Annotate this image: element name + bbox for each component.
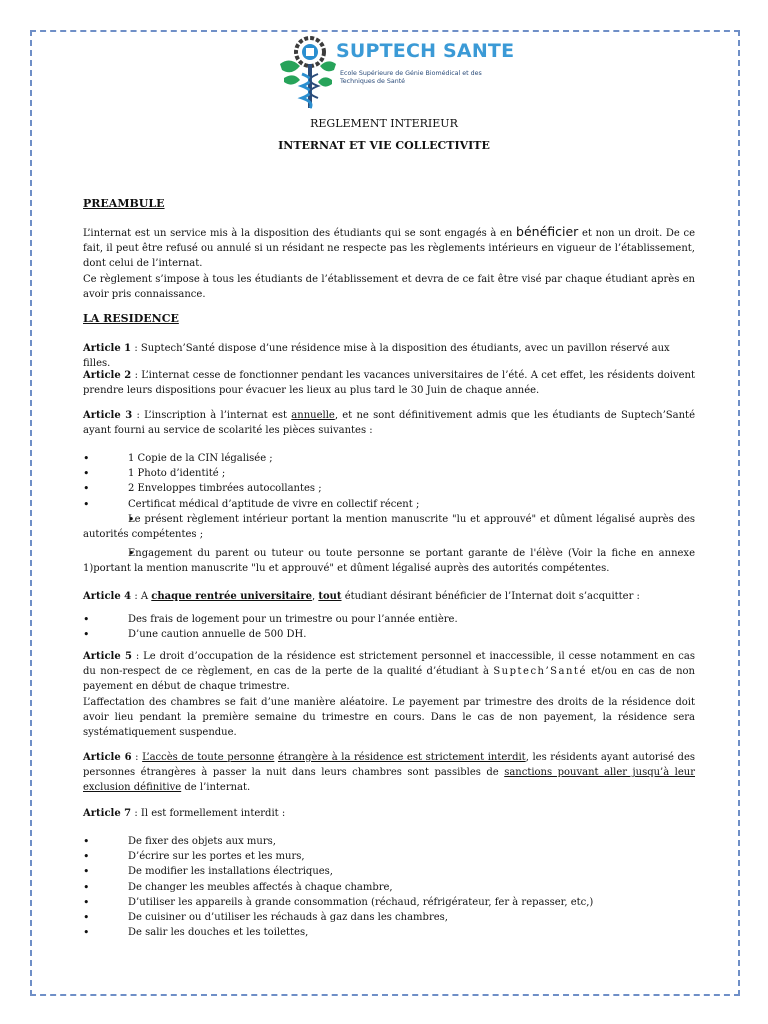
list-item: • Engagement du parent ou tuteur ou toute personne se portant garante de l'élève (Voir la fiche en annexe 1)portant la mention manuscrite "lu et approuvé" et dûment légalisé auprès des autorités compétentes. (83, 546, 695, 576)
list-item: • 2 Enveloppes timbrées autocollantes ; (83, 481, 695, 496)
article-5-paragraph-2: L’affectation des chambres se fait d’une manière aléatoire. Le payement par trimestre des droits de la résidence doit avoir lieu pendant la première semaine du trimestre en cours. Dans le cas de non payement, la résidence sera systématiquement suspendue. (83, 697, 695, 739)
list-item: • De modifier les installations électriques, (83, 864, 695, 879)
preambule-paragraph-2: Ce règlement s’impose à tous les étudiants de l’établissement et devra de ce fait être visé par chaque étudiant après en avoir pris connaissance. (83, 274, 695, 301)
list-item: • Certificat médical d’aptitude de vivre en collectif récent ; (83, 497, 695, 512)
list-item: • De salir les douches et les toilettes, (83, 925, 695, 940)
article-2: Article 2 : L’internat cesse de fonctionner pendant les vacances universitaires de l’été. A cet effet, les résidents doivent prendre leurs dispositions pour évacuer les lieux au plus tard le 30 Juin de chaque année. (83, 370, 695, 397)
list-item: • Des frais de logement pour un trimestre ou pour l’année entière. (83, 612, 695, 627)
article-4-list (83, 612, 695, 642)
logo-name: SUPTECH SANTE (336, 40, 515, 62)
list-item: • D’utiliser les appareils à grande consommation (réchaud, réfrigérateur, fer à repasser, etc,) (83, 895, 695, 910)
document-subtitle: INTERNAT ET VIE COLLECTIVITE (278, 139, 490, 152)
list-item: • 1 Copie de la CIN légalisée ; (83, 451, 695, 466)
list-item: • De fixer des objets aux murs, (83, 834, 695, 849)
article-7-list (83, 834, 695, 940)
article-3: Article 3 : L’inscription à l’internat est annuelle, et ne sont définitivement admis que les étudiants de Suptech’Santé ayant fourni au service de scolarité les pièces suivantes : (83, 410, 695, 437)
article-1: Article 1 : Suptech’Santé dispose d’une résidence mise à la disposition des étudiants, avec un pavillon réservé aux filles. (83, 343, 670, 370)
list-item: • D’une caution annuelle de 500 DH. (83, 627, 695, 642)
article-3-list (83, 451, 695, 577)
preambule-paragraph-1: L’internat est un service mis à la disposition des étudiants qui se sont engagés à en bénéficier et non un droit. De ce fait, il peut être refusé ou annulé si un résidant ne respecte pas les règlements intérieurs en vigueur de l’établissement, dont celui de l’internat. (83, 224, 696, 270)
article-7: Article 7 : Il est formellement interdit : (83, 808, 286, 819)
logo-subtitle: Ecole Supérieure de Génie Biomédical et des Techniques de Santé (340, 70, 482, 85)
list-item: • 1 Photo d’identité ; (83, 466, 695, 481)
residence-heading: LA RESIDENCE (83, 312, 179, 325)
article-6: Article 6 : L’accès de toute personne étrangère à la résidence est strictement interdit, les résidents ayant autorisé des personnes étrangères à passer la nuit dans leurs chambres sont passibles de sanctions pouvant aller jusqu’à leur exclusion définitive de l’internat. (83, 752, 695, 794)
article-4: Article 4 : A chaque rentrée universitaire, tout étudiant désirant bénéficier de l’Internat doit s’acquitter : (83, 591, 640, 602)
list-item: • De changer les meubles affectés à chaque chambre, (83, 880, 695, 895)
logo-emblem-icon (276, 34, 340, 112)
list-item: • De cuisiner ou d’utiliser les réchauds à gaz dans les chambres, (83, 910, 695, 925)
document-title: REGLEMENT INTERIEUR (310, 117, 458, 130)
preambule-heading: PREAMBULE (83, 197, 165, 210)
logo (276, 34, 515, 114)
list-item: • Le présent règlement intérieur portant la mention manuscrite "lu et approuvé" et dûment légalisé auprès des autorités compétentes ; (83, 512, 695, 542)
article-5: Article 5 : Le droit d’occupation de la résidence est strictement personnel et inaccessible, il cesse notamment en cas du non-respect de ce règlement, en cas de la perte de la qualité d’étudiant à Suptech’Santé et/ou en cas de non payement en début de chaque trimestre. (83, 651, 695, 693)
list-item: • D’écrire sur les portes et les murs, (83, 849, 695, 864)
